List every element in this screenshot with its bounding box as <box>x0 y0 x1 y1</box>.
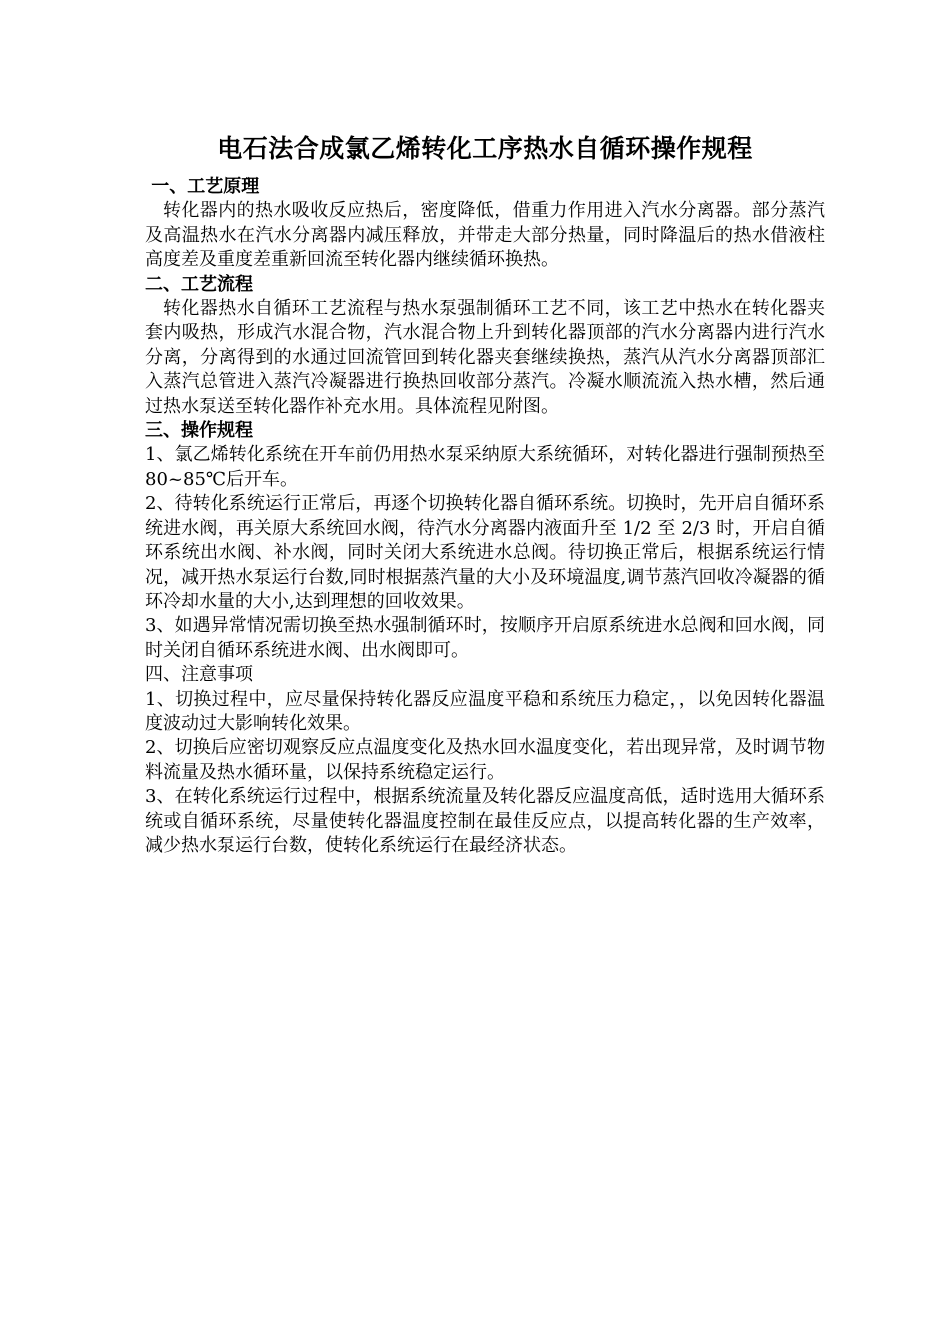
paragraph: 3、如遇异常情况需切换至热水强制循环时，按顺序开启原系统进水总阀和回水阀，同时关闭自循环系统进水阀、出水阀即可。 <box>145 615 825 661</box>
document-title: 电石法合成氯乙烯转化工序热水自循环操作规程 <box>217 134 753 163</box>
paragraph: 1、切换过程中，应尽量保持转化器反应温度平稳和系统压力稳定，，以免因转化器温度波动过大影响转化效果。 <box>145 688 825 734</box>
section-operating-procedure <box>145 419 825 663</box>
section-precautions <box>145 663 825 858</box>
paragraph: 1、氯乙烯转化系统在开车前仍用热水泵采纳原大系统循环，对转化器进行强制预热至 80~85℃后开车。 <box>145 444 825 490</box>
paragraph: 2、待转化系统运行正常后，再逐个切换转化器自循环系统。切换时，先开启自循环系统进水阀，再关原大系统回水阀，待汽水分离器内液面升至 1/2 至 2/3 时，开启自循环系统出水阀、补水阀，同时关闭大系统进水总阀。待切换正常后，根据系统运行情况，减开热水泵运行台数,同时根据蒸汽量的大小及环境温度,调节蒸汽回收冷凝器的循环冷却水量的大小,达到理想的回收效果。 <box>145 493 825 612</box>
section-process-flow <box>145 273 825 419</box>
section-heading: 一、工艺原理 <box>145 176 260 197</box>
section-principle <box>145 175 825 273</box>
section-heading: 三、操作规程 <box>145 420 253 442</box>
paragraph: 转化器热水自循环工艺流程与热水泵强制循环工艺不同，该工艺中热水在转化器夹套内吸热，形成汽水混合物，汽水混合物上升到转化器顶部的汽水分离器内进行汽水分离，分离得到的水通过回流管回到转化器夹套继续换热，蒸汽从汽水分离器顶部汇入蒸汽总管进入蒸汽冷凝器进行换热回收部分蒸汽。冷凝水顺流流入热水槽，然后通过热水泵送至转化器作补充水用。具体流程见附图。 <box>145 298 825 417</box>
section-heading: 二、工艺流程 <box>145 273 253 295</box>
section-heading: 四、注意事项 <box>145 664 253 686</box>
paragraph: 2、切换后应密切观察反应点温度变化及热水回水温度变化，若出现异常，及时调节物料流量及热水循环量，以保持系统稳定运行。 <box>145 737 825 783</box>
document-body <box>145 129 825 858</box>
paragraph: 3、在转化系统运行过程中，根据系统流量及转化器反应温度高低，适时选用大循环系统或自循环系统，尽量使转化器温度控制在最佳反应点，以提高转化器的生产效率，减少热水泵运行台数，使转化系统运行在最经济状态。 <box>145 786 825 856</box>
paragraph: 转化器内的热水吸收反应热后，密度降低，借重力作用进入汽水分离器。部分蒸汽及高温热水在汽水分离器内减压释放，并带走大部分热量，同时降温后的热水借液柱高度差及重度差重新回流至转化器内继续循环换热。 <box>145 200 825 271</box>
